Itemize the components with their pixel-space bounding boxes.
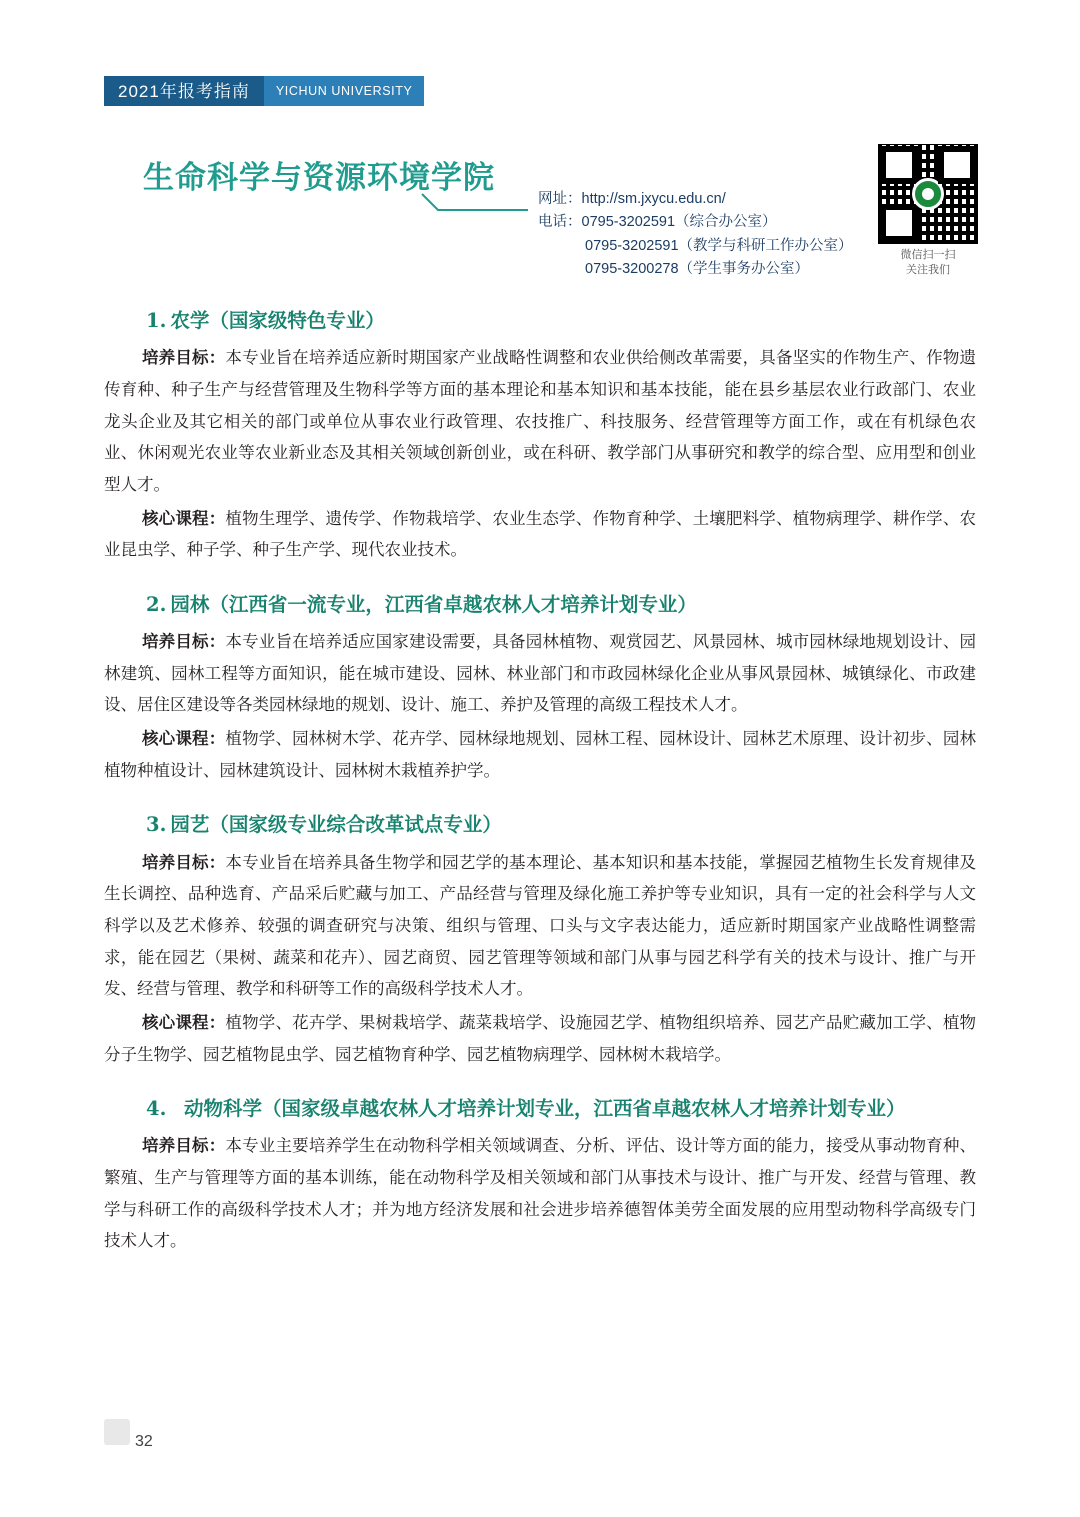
major-courses-paragraph xyxy=(104,724,976,787)
major-item xyxy=(104,1093,976,1258)
courses-label: 核心课程： xyxy=(142,509,226,528)
major-heading xyxy=(104,589,976,621)
courses-label: 核心课程： xyxy=(142,1013,226,1032)
major-goal-paragraph xyxy=(104,343,976,501)
contact-info xyxy=(538,188,853,282)
major-courses-paragraph xyxy=(104,504,976,567)
major-courses-paragraph xyxy=(104,1008,976,1071)
major-number: 1. xyxy=(146,309,167,332)
phone-row-3 xyxy=(538,258,853,281)
spacer xyxy=(104,793,976,809)
qr-caption xyxy=(876,248,980,278)
website-label: 网址： xyxy=(538,191,582,207)
major-heading xyxy=(104,1093,976,1125)
major-item xyxy=(104,305,976,567)
phone-value-1: 0795-3202591（综合办公室） xyxy=(581,214,777,231)
footer-decoration xyxy=(104,1419,130,1445)
qr-logo-icon xyxy=(912,178,944,210)
goal-text: 本专业主要培养学生在动物科学相关领域调查、分析、评估、设计等方面的能力，接受从事动物育种、繁殖、生产与管理等方面的基本训练，能在动物科学及相关领域和部门从事技术与设计、推广与开发、经营与管理、教学与科研工作的高级科学技术人才；并为地方经济发展和社会进步培养德智体美劳全面发展的应用型动物科学高级专门技术人才。 xyxy=(104,1137,977,1251)
major-heading xyxy=(104,809,976,841)
courses-text: 植物学、园林树木学、花卉学、园林绿地规划、园林工程、园林设计、园林艺术原理、设计初步、园林植物种植设计、园林建筑设计、园林树木栽植养护学。 xyxy=(104,730,977,780)
header-banner xyxy=(104,76,424,106)
wechat-qr-block xyxy=(876,144,980,278)
major-number: 4. xyxy=(146,1097,167,1121)
title-underline-decoration xyxy=(420,192,530,214)
qr-caption-line2: 关注我们 xyxy=(906,263,950,276)
website-row xyxy=(538,188,853,211)
phone-row-2 xyxy=(538,235,853,258)
major-title: 园林（江西省一流专业，江西省卓越农林人才培养计划专业） xyxy=(170,592,697,616)
guide-year-label: 2021年报考指南 xyxy=(104,76,264,106)
spacer xyxy=(104,573,976,589)
courses-label: 核心课程： xyxy=(142,730,226,749)
goal-label: 培养目标： xyxy=(142,1137,226,1156)
courses-text: 植物生理学、遗传学、作物栽培学、农业生态学、作物育种学、土壤肥料学、植物病理学、耕作学、农业昆虫学、种子学、种子生产学、现代农业技术。 xyxy=(104,509,977,560)
college-title: 生命科学与资源环境学院 xyxy=(143,160,495,195)
major-title: 动物科学（国家级卓越农林人才培养计划专业，江西省卓越农林人才培养计划专业） xyxy=(183,1097,906,1121)
goal-text: 本专业旨在培养适应新时期国家产业战略性调整和农业供给侧改革需要，具备坚实的作物生产、作物遗传育种、种子生产与经营管理及生物科学等方面的基本理论和基本知识和基本技能，能在县乡基层农业行政部门、农业龙头企业及其它相关的部门或单位从事农业行政管理、农技推广、科技服务、经营管理等方面工作，或在有机绿色农业、休闲观光农业等农业新业态及其相关领域创新创业，或在科研、教学部门从事研究和教学的综合型、应用型和创业型人才。 xyxy=(104,349,977,494)
qr-caption-line1: 微信扫一扫 xyxy=(900,249,956,261)
major-goal-paragraph xyxy=(104,627,976,722)
phone-value-3: 0795-3200278（学生事务办公室） xyxy=(585,261,810,278)
qr-code-icon xyxy=(878,144,978,244)
major-item xyxy=(104,589,976,788)
majors-list xyxy=(104,305,976,1264)
university-name-label: YICHUN UNIVERSITY xyxy=(264,76,425,106)
spacer xyxy=(104,1077,976,1093)
goal-label: 培养目标： xyxy=(142,853,226,872)
goal-label: 培养目标： xyxy=(142,633,226,652)
major-item xyxy=(104,809,976,1071)
major-number: 3. xyxy=(146,813,167,837)
qr-corner-icon xyxy=(880,204,918,242)
major-heading xyxy=(104,305,976,337)
major-title: 农学（国家级特色专业） xyxy=(170,309,385,332)
phone-value-2: 0795-3202591（教学与科研工作办公室） xyxy=(585,237,853,254)
major-title: 园艺（国家级专业综合改革试点专业） xyxy=(170,813,502,837)
major-goal-paragraph xyxy=(104,1131,976,1258)
page-number: 32 xyxy=(135,1433,153,1450)
goal-label: 培养目标： xyxy=(142,349,226,368)
goal-text: 本专业旨在培养适应国家建设需要，具备园林植物、观赏园艺、风景园林、城市园林绿地规划设计、园林建筑、园林工程等方面知识，能在城市建设、园林、林业部门和市政园林绿化企业从事风景园林、城镇绿化、市政建设、居住区建设等各类园林绿地的规划、设计、施工、养护及管理的高级工程技术人才。 xyxy=(104,633,977,715)
phone-row-1 xyxy=(538,211,853,234)
phone-label: 电话： xyxy=(538,214,582,231)
page-footer xyxy=(104,1419,224,1459)
major-number: 2. xyxy=(146,592,167,616)
major-goal-paragraph xyxy=(104,848,976,1006)
courses-text: 植物学、花卉学、果树栽培学、蔬菜栽培学、设施园艺学、植物组织培养、园艺产品贮藏加工学、植物分子生物学、园艺植物昆虫学、园艺植物育种学、园艺植物病理学、园林树木栽培学。 xyxy=(104,1013,977,1064)
goal-text: 本专业旨在培养具备生物学和园艺学的基本理论、基本知识和基本技能，掌握园艺植物生长发育规律及生长调控、品种选育、产品采后贮藏与加工、产品经营与管理及绿化施工养护等专业知识，具有一定的社会科学与人文科学以及艺术修养、较强的调查研究与决策、组织与管理、口头与文字表达能力，适应新时期国家产业战略性调整需求，能在园艺（果树、蔬菜和花卉）、园艺商贸、园艺管理等领域和部门从事与园艺科学有关的技术与设计、推广与开发、经营与管理、教学和科研等工作的高级科学技术人才。 xyxy=(104,853,977,999)
website-value: http://sm.jxycu.edu.cn/ xyxy=(581,191,726,207)
